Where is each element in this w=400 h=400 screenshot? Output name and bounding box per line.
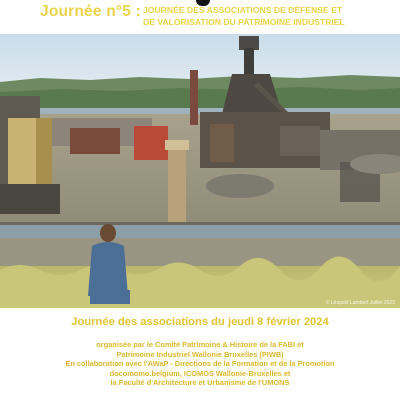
organizer-line: organisée par le Comité Patrimoine & Histoire de la FABI et [96, 340, 304, 349]
event-title: Journée des associations du jeudi 8 février 2024 [71, 316, 329, 328]
event-number: Journée n°5 : [40, 3, 141, 20]
organizer-line: Patrimoine Industriel Wallonie Bruxelles (PIWB) [116, 349, 284, 359]
header-band [0, 0, 400, 34]
event-subtitle: JOURNÉE DES ASSOCIATIONS DE DÉFENSE ET DE VALORISATION DU PATRIMOINE INDUSTRIEL [143, 5, 345, 27]
organizers-block [0, 340, 400, 388]
organizer-line: En collaboration avec l'AWaP - Directions de la Formation et de la Promotion [65, 359, 335, 369]
organizer-line: docomomo.belgium, ICOMOS Wallonie-Bruxelles et [109, 368, 291, 378]
organizer-line: la Faculté d'Architecture et Urbanisme de l'UMONS [110, 378, 290, 388]
photo-credit: © Léopold Lambert Juillet 2023 [325, 300, 395, 306]
industrial-site-photo [0, 34, 400, 308]
